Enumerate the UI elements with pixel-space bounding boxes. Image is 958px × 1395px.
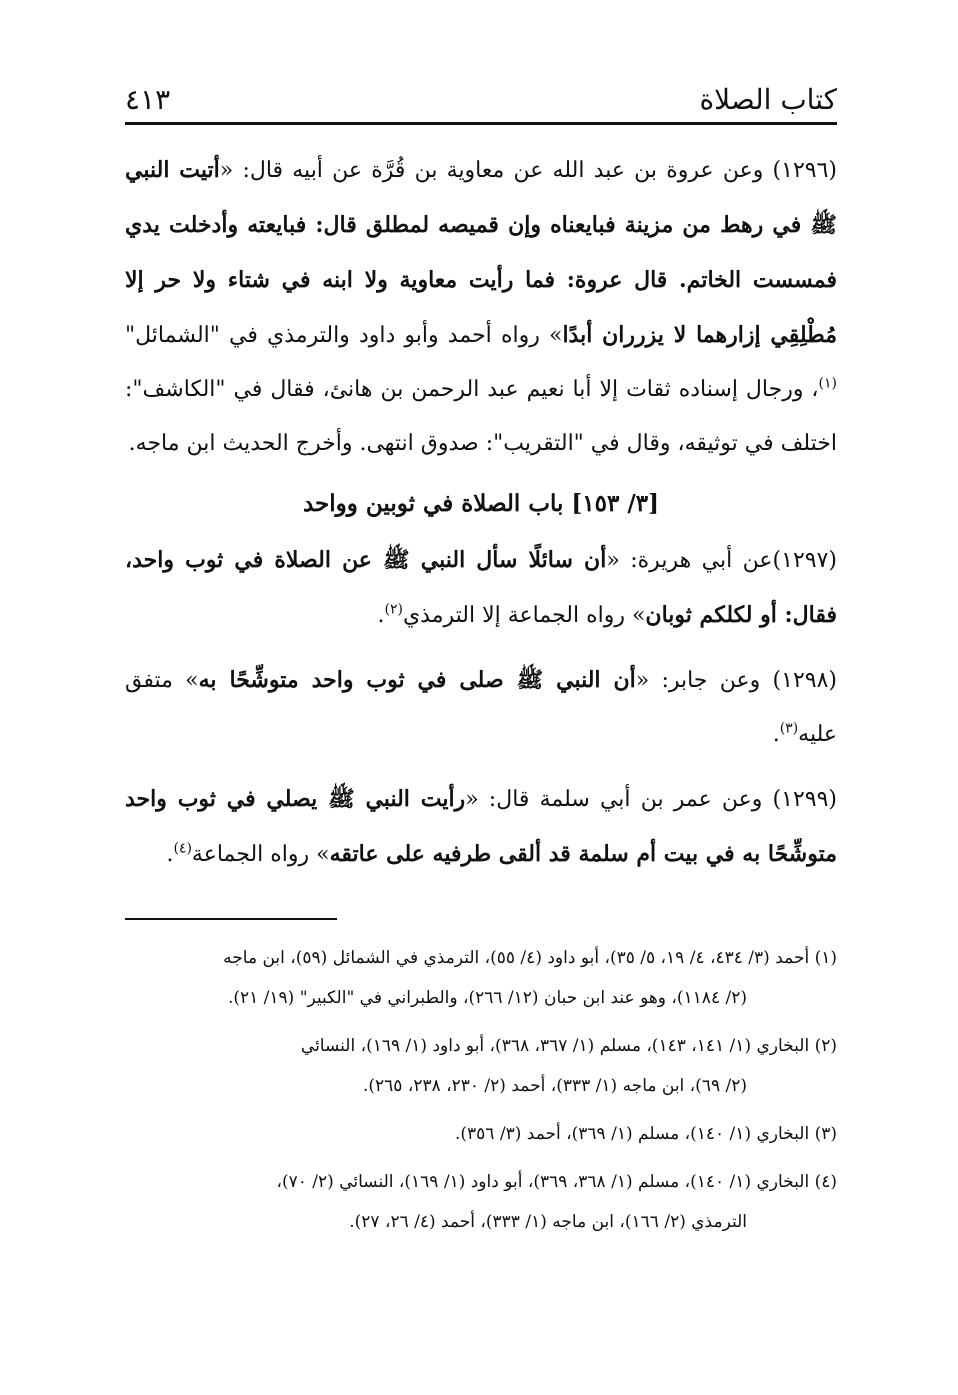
hadith-number: (١٢٩٨) [772,668,837,693]
hadith-source: » متفق عليه [125,668,837,747]
hadith-quote: رأيت النبي ﷺ يصلي في ثوب واحد متوشِّحًا به في بيت أم سلمة قد ألقى طرفيه على عاتقه [125,786,837,867]
hadith-source: » رواه الجماعة إلا الترمذي [402,603,646,628]
footnote-3 [125,1114,837,1154]
hadith-source: » رواه الجماعة [191,842,330,867]
main-text [125,143,837,882]
hadith-quote: أن سائلًا سأل النبي ﷺ عن الصلاة في ثوب واحد، فقال: أو لكلكم ثوبان [125,547,837,628]
footnote-ref: (٤) [173,840,192,857]
hadith-number: (١٢٩٧) [772,548,837,573]
header-rule [125,122,837,125]
hadith-number: (١٢٩٦) [772,158,837,183]
book-page [125,62,837,1250]
hadith-quote: أتيت النبي ﷺ في رهط من مزينة فبايعناه وإن قميصه لمطلق قال: فبايعته وأدخلت يدي فمسست الخاتم. قال عروة: فما رأيت معاوية ولا ابنه في شتاء ولا حر إلا مُطْلِقِي إزارهما لا يزرران أبدًا [125,157,837,348]
hadith-end: . [166,842,174,867]
spacer [125,762,837,772]
footnote-ref: (٣) [779,720,799,737]
footnote-1 [125,938,837,1018]
hadith-end: . [377,603,385,628]
hadith-intro: عن أبي هريرة: « [606,548,773,573]
running-title: كتاب الصلاة [699,83,837,116]
hadith-quote: أن النبي ﷺ صلى في ثوب واحد متوشِّحًا به [198,667,636,693]
hadith-1296 [125,143,837,471]
spacer [125,643,837,653]
hadith-1298 [125,653,837,762]
footnote-ref: (١) [818,375,837,392]
footnote-line: (٢/ ٦٩)، ابن ماجه (١/ ٣٣٣)، أحمد (٢/ ٢٣٠، ٢٣٨، ٢٦٥). [362,1076,747,1096]
footnote-ref: (٢) [384,601,403,618]
chapter-heading: [٣/ ١٥٣] باب الصلاة في ثوبين وواحد [302,490,660,517]
page-number: ٤١٣ [125,83,171,116]
hadith-intro: وعن جابر: « [635,668,773,693]
hadith-intro: وعن عروة بن عبد الله عن معاوية بن قُرَّة عن أبيه قال: « [219,158,773,183]
footnote-line: (٢/ ١١٨٤)، وهو عند ابن حبان (١٢/ ٢٦٦)، والطبراني في "الكبير" (١٩/ ٢١). [227,988,747,1008]
hadith-number: (١٢٩٩) [772,787,837,812]
hadith-commentary: ، ورجال إسناده ثقات إلا أبا نعيم عبد الرحمن بن هانئ، فقال في "الكاشف": اختلف في توثيقه، وقال في "التقريب": صدوق انتهى. وأخرج الحديث ابن ماجه. [125,377,837,456]
hadith-intro: وعن عمر بن أبي سلمة قال: « [465,787,773,812]
hadith-1297 [125,533,837,643]
footnote-line: (١) أحمد (٣/ ٤٣٤، ٤/ ١٩، ٥/ ٣٥)، أبو داود (٤/ ٥٥)، الترمذي في الشمائل (٥٩)، ابن ماجه [223,948,837,968]
hadith-end: . [772,722,780,747]
footnote-4 [125,1162,837,1242]
hadith-1299 [125,772,837,882]
footnote-line: (٢) البخاري (١/ ١٤١، ١٤٣)، مسلم (١/ ٣٦٧، ٣٦٨)، أبو داود (١/ ١٦٩)، النسائي [300,1036,837,1056]
footnote-2 [125,1026,837,1106]
footnote-separator [125,918,337,920]
footnote-line: (٤) البخاري (١/ ١٤٠)، مسلم (١/ ٣٦٨، ٣٦٩)، أبو داود (١/ ١٦٩)، النسائي (٢/ ٧٠)، [276,1172,837,1192]
footnote-line: (٣) البخاري (١/ ١٤٠)، مسلم (١/ ٣٦٩)، أحمد (٣/ ٣٥٦). [455,1124,837,1144]
footnote-line: الترمذي (٢/ ١٦٦)، ابن ماجه (١/ ٣٣٣)، أحمد (٤/ ٢٦، ٢٧). [349,1212,747,1232]
page-header [125,62,837,116]
hadith-source: » رواه أحمد وأبو داود والترمذي في "الشمائل" [125,323,563,348]
footnotes [125,938,837,1242]
